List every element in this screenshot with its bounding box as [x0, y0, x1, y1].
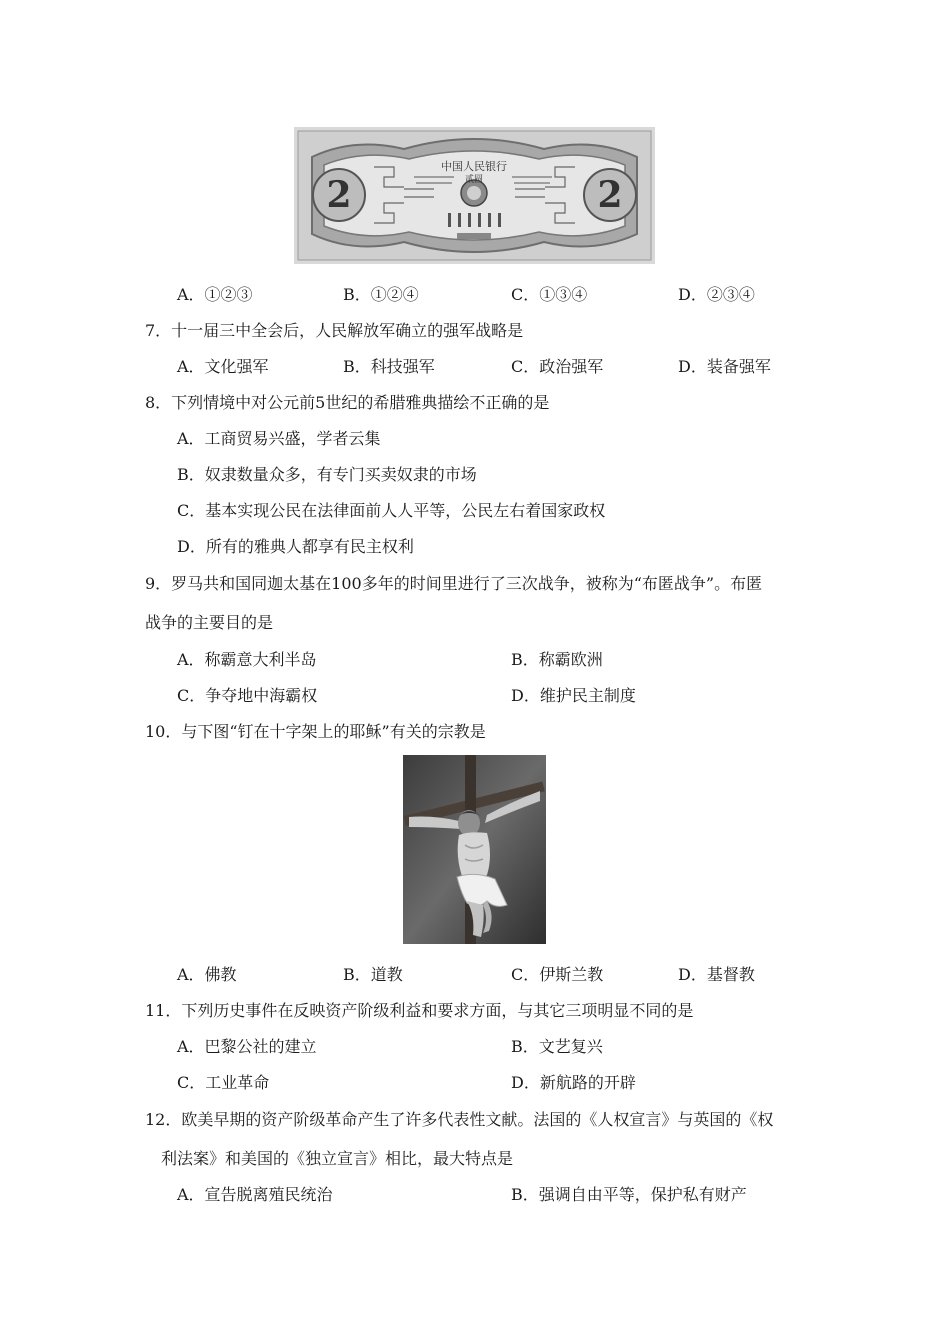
q7-option-a: A．文化强军	[177, 357, 269, 376]
q7-option-b: B．科技强军	[343, 357, 435, 376]
value-text: 贰圆	[464, 175, 484, 185]
q10-stem: 10．与下图“钉在十字架上的耶稣”有关的宗教是	[145, 722, 486, 741]
q12-option-a: A．宣告脱离殖民统治	[177, 1185, 333, 1204]
crucifix-image	[403, 755, 546, 944]
q11-option-a: A．巴黎公社的建立	[177, 1037, 317, 1056]
banknote-illustration	[294, 127, 655, 264]
q12-stem-line1: 12．欧美早期的资产阶级革命产生了许多代表性文献。法国的《人权宣言》与英国的《权	[145, 1110, 774, 1129]
q8-option-a: A．工商贸易兴盛，学者云集	[177, 429, 381, 448]
q6-option-b: B．①②④	[343, 285, 419, 304]
denomination-left: 2	[326, 174, 352, 216]
q9-option-d: D．维护民主制度	[511, 686, 636, 705]
crucifix-illustration	[403, 755, 546, 944]
banknote-image	[294, 127, 655, 264]
q10-option-d: D．基督教	[678, 965, 755, 984]
q7-option-c: C．政治强军	[511, 357, 604, 376]
q8-option-b: B．奴隶数量众多，有专门买卖奴隶的市场	[177, 465, 477, 484]
q9-option-b: B．称霸欧洲	[511, 650, 603, 669]
q12-stem-line2: 利法案》和美国的《独立宣言》相比，最大特点是	[161, 1149, 514, 1168]
q8-option-c: C．基本实现公民在法律面前人人平等，公民左右着国家政权	[177, 501, 606, 520]
q11-option-b: B．文艺复兴	[511, 1037, 603, 1056]
q7-stem: 7．十一届三中全会后，人民解放军确立的强军战略是	[145, 321, 524, 340]
q11-option-c: C．工业革命	[177, 1073, 270, 1092]
q9-option-c: C．争夺地中海霸权	[177, 686, 318, 705]
q9-option-a: A．称霸意大利半岛	[177, 650, 317, 669]
bank-name-text: 中国人民银行	[441, 160, 507, 173]
q9-stem-line2: 战争的主要目的是	[145, 613, 274, 632]
q6-option-a: A．①②③	[177, 285, 253, 304]
q10-option-c: C．伊斯兰教	[511, 965, 604, 984]
q8-option-d: D．所有的雅典人都享有民主权利	[177, 537, 414, 556]
q8-stem: 8．下列情境中对公元前5世纪的希腊雅典描绘不正确的是	[145, 393, 550, 412]
q6-option-d: D．②③④	[678, 285, 755, 304]
q10-option-a: A．佛教	[177, 965, 237, 984]
q10-option-b: B．道教	[343, 965, 403, 984]
q11-stem: 11．下列历史事件在反映资产阶级利益和要求方面，与其它三项明显不同的是	[145, 1001, 694, 1020]
q11-option-d: D．新航路的开辟	[511, 1073, 636, 1092]
q9-stem-line1: 9．罗马共和国同迦太基在100多年的时间里进行了三次战争，被称为“布匿战争”。布匿	[145, 574, 763, 593]
q7-option-d: D．装备强军	[678, 357, 771, 376]
q6-option-c: C．①③④	[511, 285, 588, 304]
denomination-right: 2	[597, 174, 623, 216]
q12-option-b: B．强调自由平等，保护私有财产	[511, 1185, 747, 1204]
